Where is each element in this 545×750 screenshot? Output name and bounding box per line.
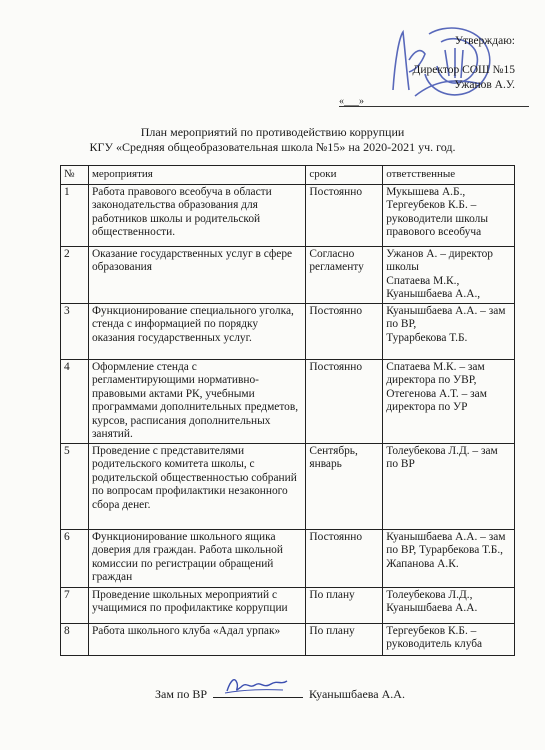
row-term: Постоянно xyxy=(306,529,383,587)
director-position: Директор СОШ №15 xyxy=(412,64,515,76)
table-header-row xyxy=(61,166,515,185)
row-event: Оказание государственных услуг в сфере образования xyxy=(88,246,305,303)
row-responsible: Куанышбаева А.А. – зам по ВР, Турарбекова Т.Б. xyxy=(383,303,515,359)
row-responsible: Тергеубеков К.Б. – руководитель клуба xyxy=(383,623,515,655)
row-number: 5 xyxy=(61,443,89,529)
director-name: Ужанов А.У. xyxy=(454,79,515,91)
row-term: Сентябрь, январь xyxy=(306,443,383,529)
handwritten-signature xyxy=(221,675,291,697)
row-term: Постоянно xyxy=(306,184,383,246)
table-row xyxy=(61,529,515,587)
row-term: По плану xyxy=(306,587,383,623)
row-event: Функционирование специального уголка, стенда с информацией по порядку оказания государственных услуг. xyxy=(88,303,305,359)
table-row xyxy=(61,623,515,655)
table-row xyxy=(61,303,515,359)
table-row xyxy=(61,443,515,529)
row-term: Согласно регламенту xyxy=(306,246,383,303)
events-table xyxy=(60,165,515,656)
row-responsible: Толеубекова Л.Д. – зам по ВР xyxy=(383,443,515,529)
row-number: 4 xyxy=(61,359,89,443)
row-term: По плану xyxy=(306,623,383,655)
row-event: Проведение с представителями родительского комитета школы, с родительской общественностью собраний по вопросам профилактики незаконного сбора денег. xyxy=(88,443,305,529)
header-events: мероприятия xyxy=(88,166,305,185)
footer-name: Куанышбаева А.А. xyxy=(309,687,405,701)
row-event: Функционирование школьного ящика доверия для граждан. Работа школьной комиссии по регистрации обращений граждан xyxy=(88,529,305,587)
header-responsible: ответственные xyxy=(383,166,515,185)
row-number: 8 xyxy=(61,623,89,655)
row-responsible: Ужанов А. – директор школы Спатаева М.К., Куанышбаева А.А., xyxy=(383,246,515,303)
row-number: 2 xyxy=(61,246,89,303)
row-term: Постоянно xyxy=(306,359,383,443)
row-number: 6 xyxy=(61,529,89,587)
row-responsible: Куанышбаева А.А. – зам по ВР, Турарбекова Т.Б., Жапанова А.К. xyxy=(383,529,515,587)
row-number: 1 xyxy=(61,184,89,246)
signature-line xyxy=(213,685,303,698)
header-terms: сроки xyxy=(306,166,383,185)
table-row xyxy=(61,184,515,246)
row-term: Постоянно xyxy=(306,303,383,359)
table-row xyxy=(61,246,515,303)
header-number: № xyxy=(61,166,89,185)
document-title xyxy=(0,125,545,155)
row-event: Проведение школьных мероприятий с учащимися по профилактике коррупции xyxy=(88,587,305,623)
approve-label: Утверждаю: xyxy=(454,35,515,47)
row-event: Оформление стенда с регламентирующими нормативно-правовыми актами РК, учебными программами дополнительных предметов, курсов, расписания дополнительных занятий. xyxy=(88,359,305,443)
title-line-1: План мероприятий по противодействию коррупции xyxy=(140,125,405,139)
footer-signature xyxy=(155,685,405,702)
approval-block xyxy=(339,34,515,107)
table-row xyxy=(61,359,515,443)
table-row xyxy=(61,587,515,623)
row-responsible: Толеубекова Л.Д., Куанышбаева А.А. xyxy=(383,587,515,623)
row-responsible: Мукышева А.Б., Тергеубеков К.Б. – руководители школы правового всеобуча xyxy=(383,184,515,246)
approval-date-line: «___» xyxy=(339,94,529,107)
row-number: 7 xyxy=(61,587,89,623)
footer-role: Зам по ВР xyxy=(155,687,208,701)
row-event: Работа правового всеобуча в области законодательства образования для работников школы и родительской общественности. xyxy=(88,184,305,246)
title-line-2: КГУ «Средняя общеобразовательная школа №15» на 2020-2021 уч. год. xyxy=(89,140,456,154)
row-responsible: Спатаева М.К. – зам директора по УВР, Отегенова А.Т. – зам директора по УР xyxy=(383,359,515,443)
row-event: Работа школьного клуба «Адал урпак» xyxy=(88,623,305,655)
row-number: 3 xyxy=(61,303,89,359)
